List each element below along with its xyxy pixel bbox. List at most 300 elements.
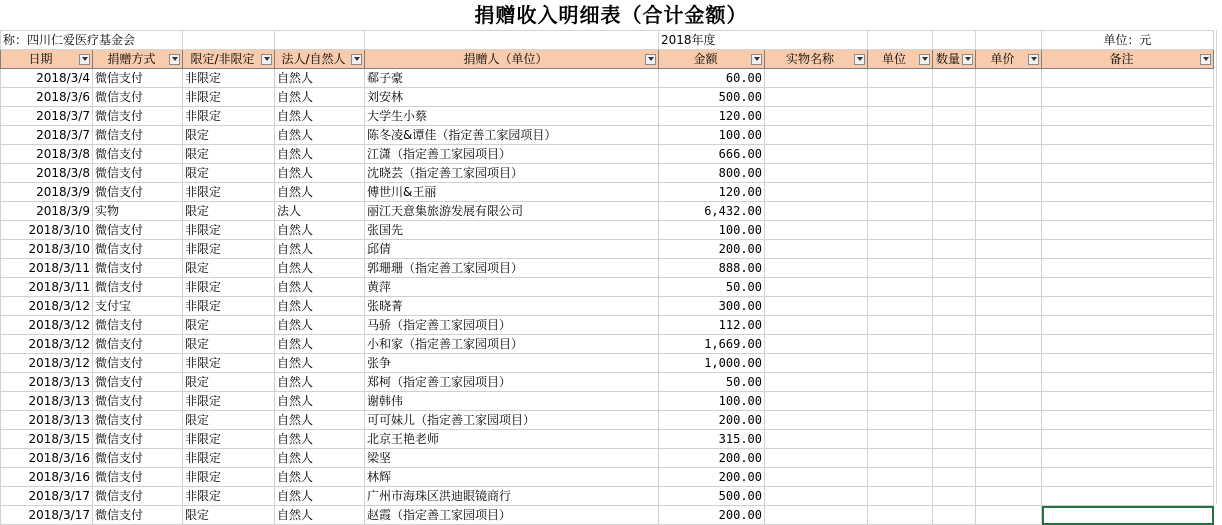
cell-quantity[interactable] — [933, 487, 976, 506]
cell-amount[interactable]: 120.00 — [659, 183, 765, 202]
cell-item-name[interactable] — [765, 487, 868, 506]
cell-quantity[interactable] — [933, 354, 976, 373]
cell-item-name[interactable] — [765, 240, 868, 259]
cell-remark[interactable] — [1042, 430, 1214, 449]
cell-amount[interactable]: 200.00 — [659, 240, 765, 259]
cell-date[interactable]: 2018/3/7 — [1, 126, 93, 145]
cell-entity-type[interactable]: 自然人 — [275, 240, 365, 259]
cell-item-name[interactable] — [765, 354, 868, 373]
cell-remark[interactable] — [1042, 278, 1214, 297]
cell-method[interactable]: 微信支付 — [93, 107, 183, 126]
cell-amount[interactable]: 200.00 — [659, 468, 765, 487]
cell-amount[interactable]: 1,000.00 — [659, 354, 765, 373]
cell-quantity[interactable] — [933, 164, 976, 183]
cell-item-name[interactable] — [765, 278, 868, 297]
cell-remark[interactable] — [1042, 202, 1214, 221]
cell-restriction[interactable]: 非限定 — [183, 468, 275, 487]
cell-date[interactable]: 2018/3/12 — [1, 354, 93, 373]
cell-donor[interactable]: 沈晓芸（指定善工家园项目） — [365, 164, 659, 183]
cell-remark[interactable] — [1042, 354, 1214, 373]
cell-method[interactable]: 微信支付 — [93, 430, 183, 449]
cell-method[interactable]: 微信支付 — [93, 335, 183, 354]
cell-restriction[interactable]: 限定 — [183, 126, 275, 145]
cell-donor[interactable]: 江潇（指定善工家园项目） — [365, 145, 659, 164]
column-header-donor[interactable] — [365, 50, 659, 69]
cell-quantity[interactable] — [933, 430, 976, 449]
cell-entity-type[interactable]: 自然人 — [275, 183, 365, 202]
filter-dropdown-icon[interactable] — [261, 54, 272, 65]
cell-entity-type[interactable]: 自然人 — [275, 69, 365, 88]
cell-unit[interactable] — [868, 506, 933, 525]
cell-method[interactable]: 微信支付 — [93, 69, 183, 88]
cell-entity-type[interactable]: 自然人 — [275, 278, 365, 297]
cell-unit-price[interactable] — [976, 202, 1042, 221]
cell-unit-price[interactable] — [976, 487, 1042, 506]
cell-amount[interactable]: 200.00 — [659, 411, 765, 430]
cell-date[interactable]: 2018/3/17 — [1, 487, 93, 506]
column-header-unit[interactable] — [868, 50, 933, 69]
cell-restriction[interactable]: 非限定 — [183, 354, 275, 373]
cell-quantity[interactable] — [933, 278, 976, 297]
cell-quantity[interactable] — [933, 88, 976, 107]
cell-remark[interactable] — [1042, 259, 1214, 278]
cell-date[interactable]: 2018/3/13 — [1, 373, 93, 392]
cell-unit[interactable] — [868, 126, 933, 145]
cell-unit[interactable] — [868, 335, 933, 354]
cell-entity-type[interactable]: 自然人 — [275, 468, 365, 487]
cell-unit[interactable] — [868, 373, 933, 392]
cell-quantity[interactable] — [933, 202, 976, 221]
cell-amount[interactable]: 60.00 — [659, 69, 765, 88]
cell-donor[interactable]: 林辉 — [365, 468, 659, 487]
column-header-entity-type[interactable] — [275, 50, 365, 69]
column-header-quantity[interactable] — [933, 50, 976, 69]
cell-amount[interactable]: 100.00 — [659, 221, 765, 240]
cell-remark[interactable] — [1042, 183, 1214, 202]
cell-date[interactable]: 2018/3/9 — [1, 202, 93, 221]
cell-unit[interactable] — [868, 411, 933, 430]
cell-unit-price[interactable] — [976, 297, 1042, 316]
cell-quantity[interactable] — [933, 107, 976, 126]
cell-donor[interactable]: 郗子豪 — [365, 69, 659, 88]
cell-restriction[interactable]: 非限定 — [183, 449, 275, 468]
cell-method[interactable]: 微信支付 — [93, 88, 183, 107]
cell-unit-price[interactable] — [976, 335, 1042, 354]
cell-quantity[interactable] — [933, 411, 976, 430]
cell-entity-type[interactable]: 自然人 — [275, 107, 365, 126]
table-row — [1, 164, 1214, 183]
cell-remark[interactable] — [1042, 468, 1214, 487]
cell-item-name[interactable] — [765, 335, 868, 354]
cell-unit-price[interactable] — [976, 145, 1042, 164]
cell-remark[interactable] — [1042, 487, 1214, 506]
cell-amount[interactable]: 100.00 — [659, 392, 765, 411]
cell-restriction[interactable]: 限定 — [183, 202, 275, 221]
spreadsheet-grid[interactable] — [0, 30, 1214, 525]
table-row — [1, 506, 1214, 525]
cell-donor[interactable]: 大学生小蔡 — [365, 107, 659, 126]
cell-entity-type[interactable]: 自然人 — [275, 373, 365, 392]
cell-donor[interactable]: 谢韩伟 — [365, 392, 659, 411]
cell-unit-price[interactable] — [976, 259, 1042, 278]
cell-method[interactable]: 微信支付 — [93, 316, 183, 335]
cell-quantity[interactable] — [933, 221, 976, 240]
filter-dropdown-icon[interactable] — [1028, 54, 1039, 65]
column-header-remark[interactable] — [1042, 50, 1214, 69]
cell-restriction[interactable]: 非限定 — [183, 392, 275, 411]
cell-restriction[interactable]: 限定 — [183, 164, 275, 183]
cell-remark[interactable] — [1042, 297, 1214, 316]
cell-remark[interactable] — [1042, 411, 1214, 430]
cell-donor[interactable]: 黄萍 — [365, 278, 659, 297]
cell-unit-price[interactable] — [976, 354, 1042, 373]
cell-method[interactable]: 微信支付 — [93, 449, 183, 468]
cell-restriction[interactable]: 限定 — [183, 373, 275, 392]
cell-donor[interactable]: 梁坚 — [365, 449, 659, 468]
cell-restriction[interactable]: 限定 — [183, 411, 275, 430]
filter-dropdown-icon[interactable] — [854, 54, 865, 65]
cell-entity-type[interactable]: 自然人 — [275, 506, 365, 525]
cell-remark[interactable] — [1042, 335, 1214, 354]
cell-restriction[interactable]: 非限定 — [183, 69, 275, 88]
cell-unit[interactable] — [868, 183, 933, 202]
cell-date[interactable]: 2018/3/11 — [1, 259, 93, 278]
cell-method[interactable]: 微信支付 — [93, 145, 183, 164]
cell-amount[interactable]: 200.00 — [659, 449, 765, 468]
cell-donor[interactable]: 陈冬凌&谭佳（指定善工家园项目） — [365, 126, 659, 145]
column-header-restriction[interactable] — [183, 50, 275, 69]
cell-donor[interactable]: 丽江天意集旅游发展有限公司 — [365, 202, 659, 221]
cell-donor[interactable]: 邱倩 — [365, 240, 659, 259]
cell-restriction[interactable]: 限定 — [183, 506, 275, 525]
cell-method[interactable]: 微信支付 — [93, 411, 183, 430]
cell-date[interactable]: 2018/3/6 — [1, 88, 93, 107]
cell-entity-type[interactable]: 自然人 — [275, 430, 365, 449]
cell-unit[interactable] — [868, 297, 933, 316]
cell-quantity[interactable] — [933, 468, 976, 487]
cell-date[interactable]: 2018/3/12 — [1, 316, 93, 335]
cell-remark[interactable] — [1042, 392, 1214, 411]
cell-restriction[interactable]: 非限定 — [183, 107, 275, 126]
cell-donor[interactable]: 张争 — [365, 354, 659, 373]
cell-entity-type[interactable]: 自然人 — [275, 259, 365, 278]
cell-unit[interactable] — [868, 430, 933, 449]
cell-amount[interactable]: 666.00 — [659, 145, 765, 164]
cell-quantity[interactable] — [933, 449, 976, 468]
cell-method[interactable]: 支付宝 — [93, 297, 183, 316]
cell-amount[interactable]: 200.00 — [659, 506, 765, 525]
cell-amount[interactable]: 888.00 — [659, 259, 765, 278]
cell-date[interactable]: 2018/3/4 — [1, 69, 93, 88]
cell-quantity[interactable] — [933, 335, 976, 354]
cell-item-name[interactable] — [765, 392, 868, 411]
cell-unit-price[interactable] — [976, 183, 1042, 202]
cell-donor[interactable]: 郑柯（指定善工家园项目） — [365, 373, 659, 392]
column-header-label: 实物名称 — [785, 51, 834, 66]
cell-amount[interactable]: 50.00 — [659, 278, 765, 297]
cell-item-name[interactable] — [765, 449, 868, 468]
cell-unit[interactable] — [868, 164, 933, 183]
cell-restriction[interactable]: 非限定 — [183, 430, 275, 449]
filter-dropdown-icon[interactable] — [1200, 54, 1211, 65]
column-header-date[interactable] — [1, 50, 93, 69]
column-header-amount[interactable] — [659, 50, 765, 69]
cell-unit-price[interactable] — [976, 411, 1042, 430]
cell-amount[interactable]: 120.00 — [659, 107, 765, 126]
cell-amount[interactable]: 500.00 — [659, 88, 765, 107]
cell-quantity[interactable] — [933, 240, 976, 259]
table-row — [1, 183, 1214, 202]
cell-quantity[interactable] — [933, 373, 976, 392]
cell-remark[interactable] — [1042, 145, 1214, 164]
cell-date[interactable]: 2018/3/10 — [1, 240, 93, 259]
cell-item-name[interactable] — [765, 164, 868, 183]
cell-date[interactable]: 2018/3/13 — [1, 392, 93, 411]
cell-date[interactable]: 2018/3/8 — [1, 145, 93, 164]
cell-amount[interactable]: 315.00 — [659, 430, 765, 449]
cell-date[interactable]: 2018/3/10 — [1, 221, 93, 240]
cell-quantity[interactable] — [933, 126, 976, 145]
cell-method[interactable]: 微信支付 — [93, 164, 183, 183]
cell-remark[interactable] — [1042, 107, 1214, 126]
cell-unit[interactable] — [868, 202, 933, 221]
column-header-label: 数量 — [935, 51, 960, 66]
year-cell[interactable]: 2018年度 — [659, 31, 868, 50]
filter-dropdown-icon[interactable] — [79, 54, 90, 65]
unit-cell[interactable]: 单位：元 — [1042, 31, 1214, 50]
cell-donor[interactable]: 傅世川&王丽 — [365, 183, 659, 202]
filter-dropdown-icon[interactable] — [645, 54, 656, 65]
org-name-cell[interactable]: 称：四川仁爱医疗基金会 — [1, 31, 183, 50]
cell-item-name[interactable] — [765, 297, 868, 316]
cell-unit[interactable] — [868, 259, 933, 278]
cell-remark[interactable] — [1042, 316, 1214, 335]
cell-date[interactable]: 2018/3/16 — [1, 449, 93, 468]
cell-remark[interactable] — [1042, 240, 1214, 259]
cell-restriction[interactable]: 非限定 — [183, 221, 275, 240]
cell-quantity[interactable] — [933, 506, 976, 525]
cell-entity-type[interactable]: 自然人 — [275, 88, 365, 107]
cell-remark[interactable] — [1042, 69, 1214, 88]
cell-item-name[interactable] — [765, 468, 868, 487]
cell-method[interactable]: 微信支付 — [93, 221, 183, 240]
cell-method[interactable]: 微信支付 — [93, 487, 183, 506]
cell-amount[interactable]: 112.00 — [659, 316, 765, 335]
cell-remark[interactable] — [1042, 126, 1214, 145]
cell-item-name[interactable] — [765, 183, 868, 202]
cell-quantity[interactable] — [933, 297, 976, 316]
cell-amount[interactable]: 800.00 — [659, 164, 765, 183]
cell-quantity[interactable] — [933, 183, 976, 202]
cell-method[interactable]: 微信支付 — [93, 278, 183, 297]
table-row — [1, 145, 1214, 164]
cell-restriction[interactable]: 非限定 — [183, 297, 275, 316]
cell-unit[interactable] — [868, 69, 933, 88]
cell-item-name[interactable] — [765, 506, 868, 525]
cell-entity-type[interactable]: 自然人 — [275, 221, 365, 240]
table-row — [1, 392, 1214, 411]
table-row — [1, 88, 1214, 107]
cell-restriction[interactable]: 限定 — [183, 259, 275, 278]
cell-donor[interactable]: 广州市海珠区洪迪眼镜商行 — [365, 487, 659, 506]
cell-item-name[interactable] — [765, 145, 868, 164]
cell-method[interactable]: 实物 — [93, 202, 183, 221]
cell-item-name[interactable] — [765, 430, 868, 449]
cell-restriction[interactable]: 非限定 — [183, 240, 275, 259]
cell-method[interactable]: 微信支付 — [93, 240, 183, 259]
cell-entity-type[interactable]: 自然人 — [275, 392, 365, 411]
table-row — [1, 354, 1214, 373]
cell-entity-type[interactable]: 自然人 — [275, 164, 365, 183]
cell-unit-price[interactable] — [976, 278, 1042, 297]
cell-unit[interactable] — [868, 487, 933, 506]
cell-remark[interactable] — [1042, 373, 1214, 392]
cell-entity-type[interactable]: 自然人 — [275, 449, 365, 468]
table-row — [1, 373, 1214, 392]
cell-method[interactable]: 微信支付 — [93, 468, 183, 487]
cell-donor[interactable]: 北京王艳老师 — [365, 430, 659, 449]
cell-restriction[interactable]: 非限定 — [183, 278, 275, 297]
cell-date[interactable]: 2018/3/17 — [1, 506, 93, 525]
filter-dropdown-icon[interactable] — [962, 54, 973, 65]
cell-entity-type[interactable]: 自然人 — [275, 335, 365, 354]
cell-remark[interactable] — [1042, 506, 1214, 525]
cell-donor[interactable]: 张国先 — [365, 221, 659, 240]
cell-amount[interactable]: 500.00 — [659, 487, 765, 506]
cell-method[interactable]: 微信支付 — [93, 506, 183, 525]
cell-quantity[interactable] — [933, 69, 976, 88]
cell-donor[interactable]: 刘安林 — [365, 88, 659, 107]
cell-item-name[interactable] — [765, 411, 868, 430]
cell-date[interactable]: 2018/3/13 — [1, 411, 93, 430]
cell-unit-price[interactable] — [976, 468, 1042, 487]
filter-dropdown-icon[interactable] — [351, 54, 362, 65]
cell-amount[interactable]: 50.00 — [659, 373, 765, 392]
cell-unit-price[interactable] — [976, 373, 1042, 392]
cell-donor[interactable]: 可可妹儿（指定善工家园项目） — [365, 411, 659, 430]
cell-amount[interactable]: 300.00 — [659, 297, 765, 316]
cell-donor[interactable]: 小和家（指定善工家园项目） — [365, 335, 659, 354]
cell-amount[interactable]: 1,669.00 — [659, 335, 765, 354]
cell-unit-price[interactable] — [976, 126, 1042, 145]
cell-unit-price[interactable] — [976, 392, 1042, 411]
cell-quantity[interactable] — [933, 392, 976, 411]
cell-amount[interactable]: 100.00 — [659, 126, 765, 145]
cell-item-name[interactable] — [765, 202, 868, 221]
cell-date[interactable]: 2018/3/16 — [1, 468, 93, 487]
cell-method[interactable]: 微信支付 — [93, 126, 183, 145]
cell-entity-type[interactable]: 自然人 — [275, 487, 365, 506]
cell-entity-type[interactable]: 自然人 — [275, 126, 365, 145]
cell-unit[interactable] — [868, 88, 933, 107]
cell-unit[interactable] — [868, 449, 933, 468]
cell-method[interactable]: 微信支付 — [93, 183, 183, 202]
cell-unit-price[interactable] — [976, 449, 1042, 468]
filter-dropdown-icon[interactable] — [169, 54, 180, 65]
cell-entity-type[interactable]: 自然人 — [275, 411, 365, 430]
cell-unit-price[interactable] — [976, 240, 1042, 259]
cell-item-name[interactable] — [765, 221, 868, 240]
cell-unit[interactable] — [868, 278, 933, 297]
cell-restriction[interactable]: 非限定 — [183, 88, 275, 107]
cell-item-name[interactable] — [765, 69, 868, 88]
cell-amount[interactable]: 6,432.00 — [659, 202, 765, 221]
cell-restriction[interactable]: 非限定 — [183, 183, 275, 202]
cell-item-name[interactable] — [765, 259, 868, 278]
cell-unit[interactable] — [868, 392, 933, 411]
cell-method[interactable]: 微信支付 — [93, 259, 183, 278]
cell-unit-price[interactable] — [976, 316, 1042, 335]
cell-date[interactable]: 2018/3/9 — [1, 183, 93, 202]
cell-item-name[interactable] — [765, 107, 868, 126]
cell-quantity[interactable] — [933, 145, 976, 164]
cell-date[interactable]: 2018/3/15 — [1, 430, 93, 449]
cell-unit[interactable] — [868, 240, 933, 259]
cell-date[interactable]: 2018/3/12 — [1, 335, 93, 354]
cell-quantity[interactable] — [933, 316, 976, 335]
cell-remark[interactable] — [1042, 164, 1214, 183]
cell-unit-price[interactable] — [976, 88, 1042, 107]
cell-donor[interactable]: 张晓菁 — [365, 297, 659, 316]
cell-item-name[interactable] — [765, 373, 868, 392]
cell-method[interactable]: 微信支付 — [93, 354, 183, 373]
column-header-method[interactable] — [93, 50, 183, 69]
cell-unit[interactable] — [868, 354, 933, 373]
cell-entity-type[interactable]: 自然人 — [275, 354, 365, 373]
cell-restriction[interactable]: 非限定 — [183, 487, 275, 506]
column-header-unit-price[interactable] — [976, 50, 1042, 69]
cell-restriction[interactable]: 限定 — [183, 145, 275, 164]
cell-restriction[interactable]: 限定 — [183, 316, 275, 335]
cell-date[interactable]: 2018/3/7 — [1, 107, 93, 126]
filter-dropdown-icon[interactable] — [751, 54, 762, 65]
cell-remark[interactable] — [1042, 88, 1214, 107]
cell-unit-price[interactable] — [976, 430, 1042, 449]
cell-entity-type[interactable]: 法人 — [275, 202, 365, 221]
cell-remark[interactable] — [1042, 221, 1214, 240]
cell-method[interactable]: 微信支付 — [93, 373, 183, 392]
cell-unit-price[interactable] — [976, 107, 1042, 126]
cell-date[interactable]: 2018/3/8 — [1, 164, 93, 183]
cell-quantity[interactable] — [933, 259, 976, 278]
cell-donor[interactable]: 郭珊珊（指定善工家园项目） — [365, 259, 659, 278]
cell-unit[interactable] — [868, 221, 933, 240]
cell-entity-type[interactable]: 自然人 — [275, 297, 365, 316]
cell-unit[interactable] — [868, 316, 933, 335]
cell-unit-price[interactable] — [976, 164, 1042, 183]
cell-unit[interactable] — [868, 468, 933, 487]
cell-item-name[interactable] — [765, 126, 868, 145]
cell-unit[interactable] — [868, 107, 933, 126]
cell-donor[interactable]: 马骄（指定善工家园项目） — [365, 316, 659, 335]
cell-entity-type[interactable]: 自然人 — [275, 145, 365, 164]
cell-item-name[interactable] — [765, 316, 868, 335]
cell-unit-price[interactable] — [976, 221, 1042, 240]
filter-dropdown-icon[interactable] — [919, 54, 930, 65]
cell-unit-price[interactable] — [976, 506, 1042, 525]
cell-unit-price[interactable] — [976, 69, 1042, 88]
cell-restriction[interactable]: 限定 — [183, 335, 275, 354]
cell-unit[interactable] — [868, 145, 933, 164]
cell-date[interactable]: 2018/3/11 — [1, 278, 93, 297]
cell-remark[interactable] — [1042, 449, 1214, 468]
cell-item-name[interactable] — [765, 88, 868, 107]
cell-donor[interactable]: 赵霞（指定善工家园项目） — [365, 506, 659, 525]
column-header-item-name[interactable] — [765, 50, 868, 69]
cell-entity-type[interactable]: 自然人 — [275, 316, 365, 335]
cell-method[interactable]: 微信支付 — [93, 392, 183, 411]
cell-date[interactable]: 2018/3/12 — [1, 297, 93, 316]
